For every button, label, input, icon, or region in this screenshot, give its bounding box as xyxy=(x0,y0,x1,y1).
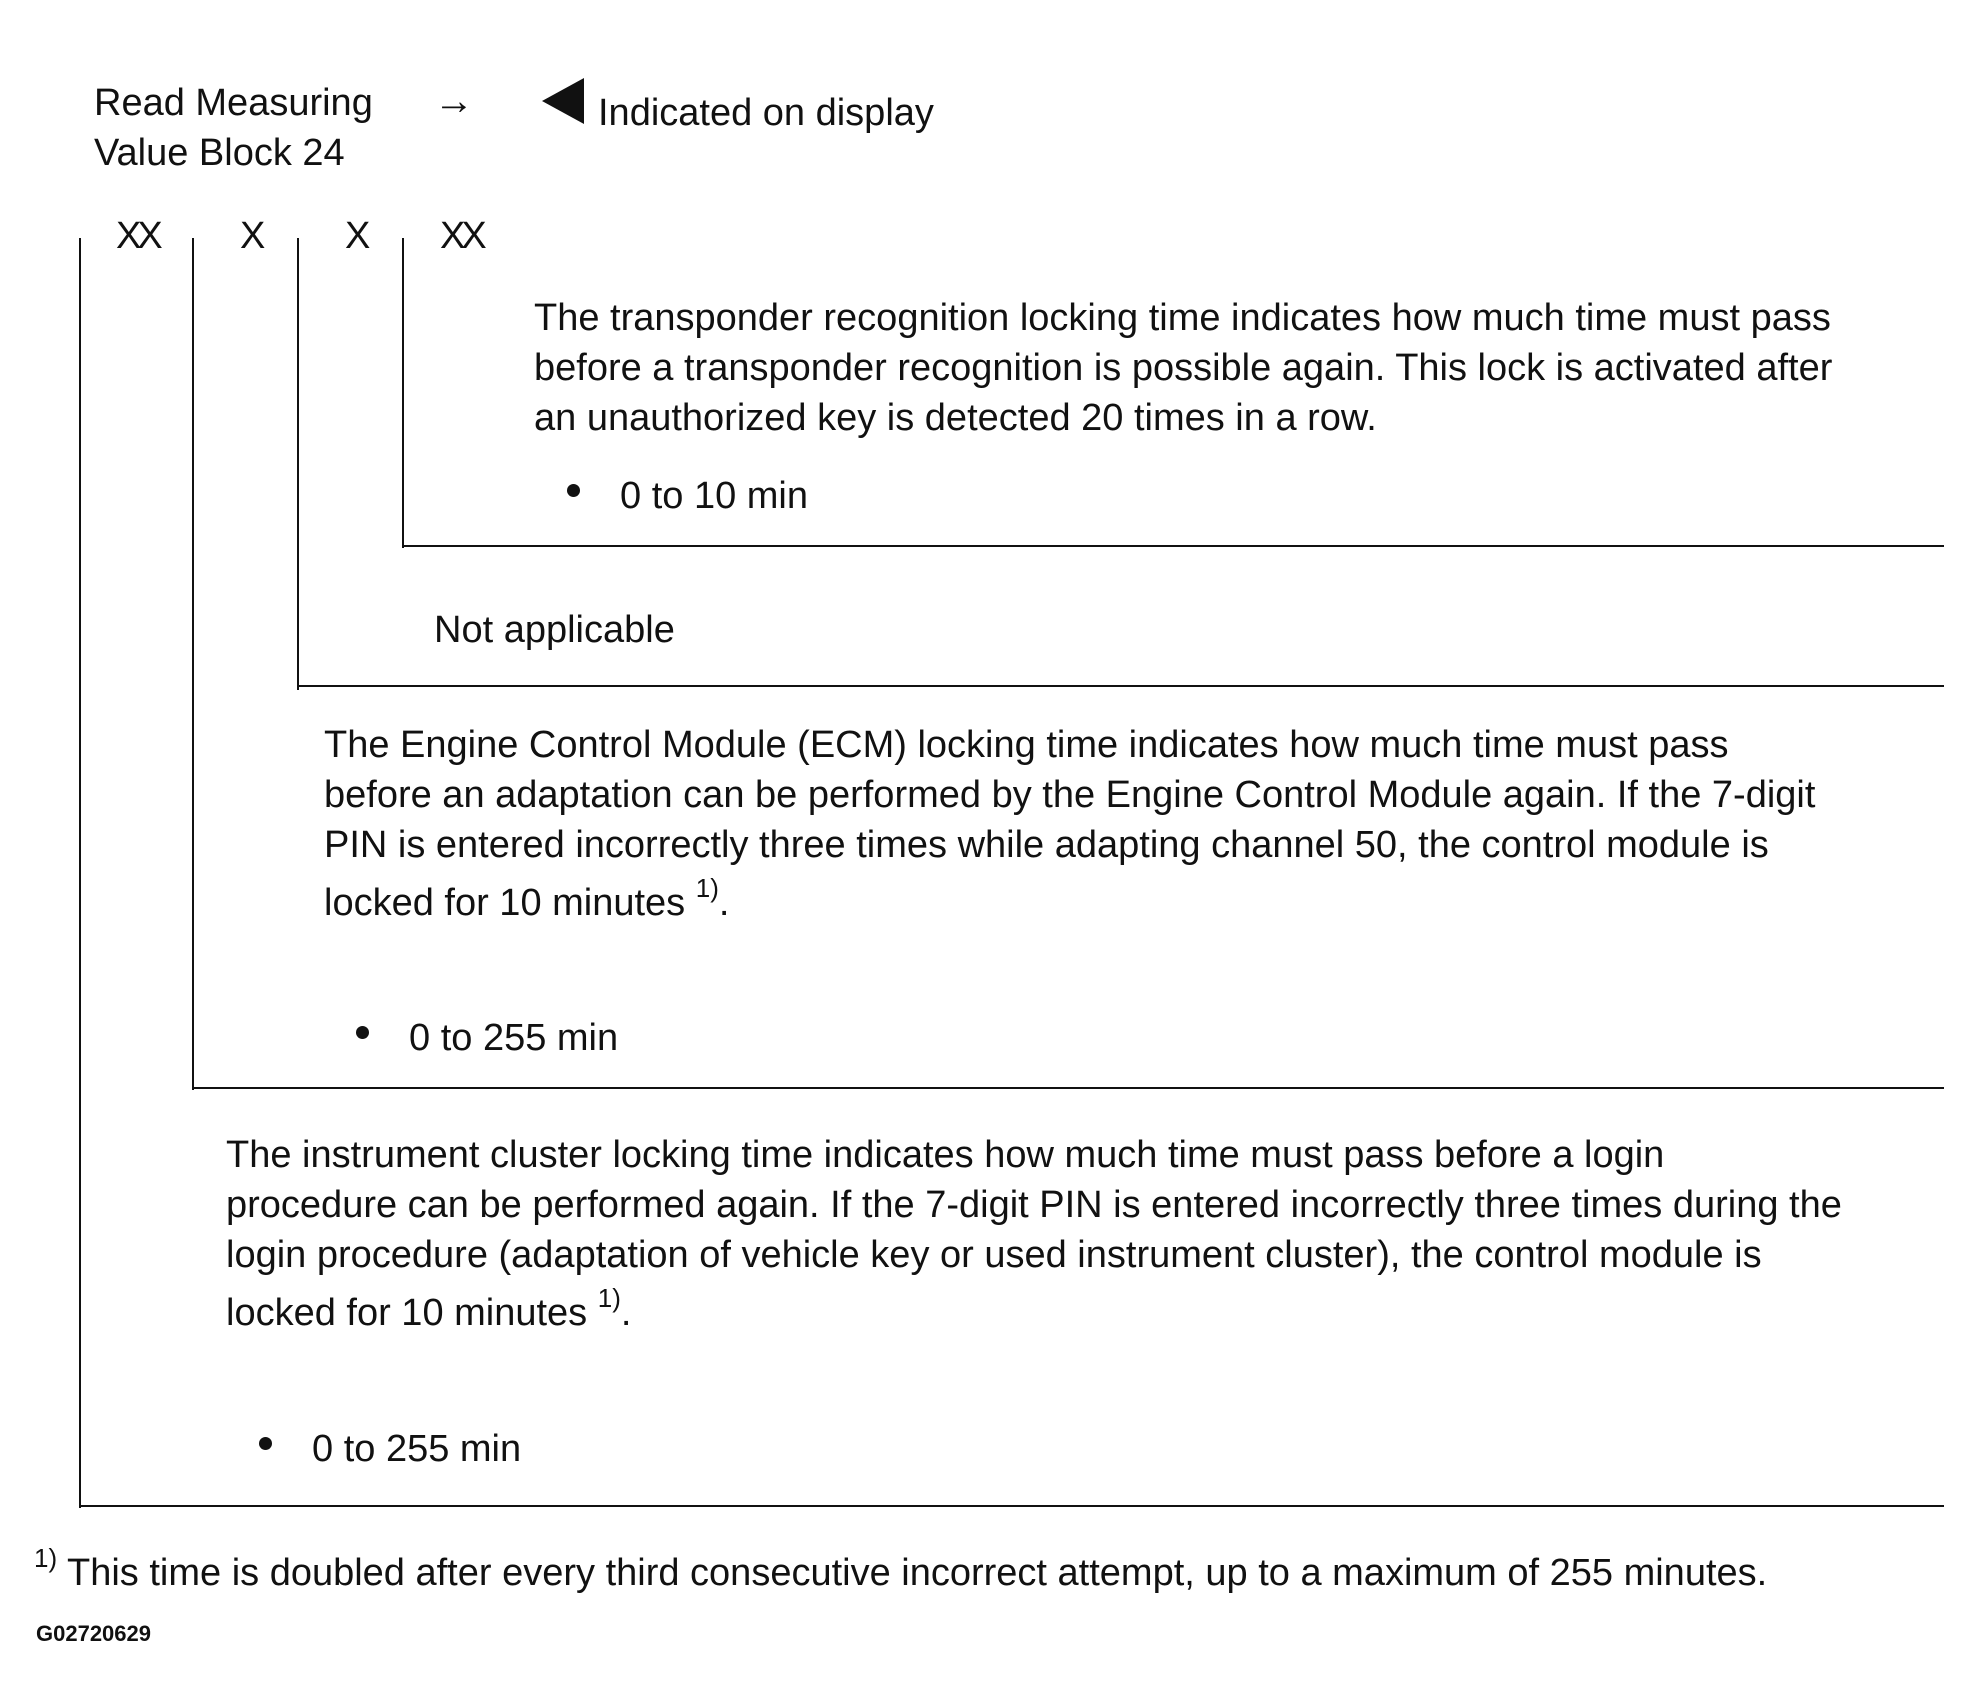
display-triangle-icon xyxy=(540,76,586,126)
code-xx-4: XX xyxy=(440,215,483,257)
description-line: before a transponder recognition is possible again. This lock is activated after xyxy=(534,347,1833,389)
description-line: The Engine Control Module (ECM) locking time indicates how much time must pass xyxy=(324,724,1729,766)
bracket-vertical-transponder xyxy=(402,238,404,548)
description-line: locked for 10 minutes xyxy=(226,1292,588,1334)
bracket-horizontal-not-applicable xyxy=(297,685,1944,687)
figure-id: G02720629 xyxy=(36,1621,151,1646)
footnote-text: This time is doubled after every third consecutive incorrect attempt, up to a maximum of 255 minutes. xyxy=(67,1552,1768,1594)
read-measuring-label-line2: Value Block 24 xyxy=(94,132,345,174)
ecm-description xyxy=(324,720,1815,936)
bullet-icon xyxy=(567,484,580,497)
arrow-right-icon: → xyxy=(434,79,474,123)
bracket-horizontal-cluster xyxy=(79,1505,1944,1507)
description-punct: . xyxy=(718,882,730,924)
bracket-horizontal-ecm xyxy=(192,1087,1944,1089)
cluster-range: 0 to 255 min xyxy=(312,1428,522,1470)
read-measuring-label-line1: Read Measuring xyxy=(94,82,373,124)
indicated-on-display-label: Indicated on display xyxy=(598,92,934,134)
footnote xyxy=(34,1543,1768,1598)
description-last-line xyxy=(226,1280,1944,1346)
footnote-reference: 1) xyxy=(597,1283,621,1314)
description-line: login procedure (adaptation of vehicle key or used instrument cluster), the control module is xyxy=(226,1234,1762,1276)
description-line: procedure can be performed again. If the 7-digit PIN is entered incorrectly three times during the xyxy=(226,1184,1842,1226)
description-line: an unauthorized key is detected 20 times in a row. xyxy=(534,397,1377,439)
transponder-range: 0 to 10 min xyxy=(620,475,808,517)
description-line: locked for 10 minutes xyxy=(324,882,686,924)
not-applicable-label: Not applicable xyxy=(434,609,675,651)
code-x-2: X xyxy=(240,215,262,257)
description-line: PIN is entered incorrectly three times while adapting channel 50, the control module is xyxy=(324,824,1769,866)
footnote-marker: 1) xyxy=(34,1543,58,1574)
description-last-line xyxy=(324,870,1815,936)
description-line: before an adaptation can be performed by the Engine Control Module again. If the 7-digit xyxy=(324,774,1816,816)
code-xx-1: XX xyxy=(116,215,159,257)
ecm-range: 0 to 255 min xyxy=(409,1017,619,1059)
cluster-description xyxy=(226,1130,1944,1346)
bracket-vertical-not-applicable xyxy=(297,238,299,690)
bullet-icon xyxy=(259,1437,272,1450)
code-x-3: X xyxy=(345,215,367,257)
footnote-reference: 1) xyxy=(695,873,719,904)
description-punct: . xyxy=(620,1292,632,1334)
bracket-vertical-ecm xyxy=(192,238,194,1090)
description-line: The instrument cluster locking time indicates how much time must pass before a login xyxy=(226,1134,1665,1176)
bracket-vertical-cluster xyxy=(79,238,81,1508)
bracket-horizontal-transponder xyxy=(402,545,1944,547)
transponder-description xyxy=(534,293,1832,443)
bullet-icon xyxy=(356,1026,369,1039)
description-line: The transponder recognition locking time indicates how much time must pass xyxy=(534,297,1831,339)
